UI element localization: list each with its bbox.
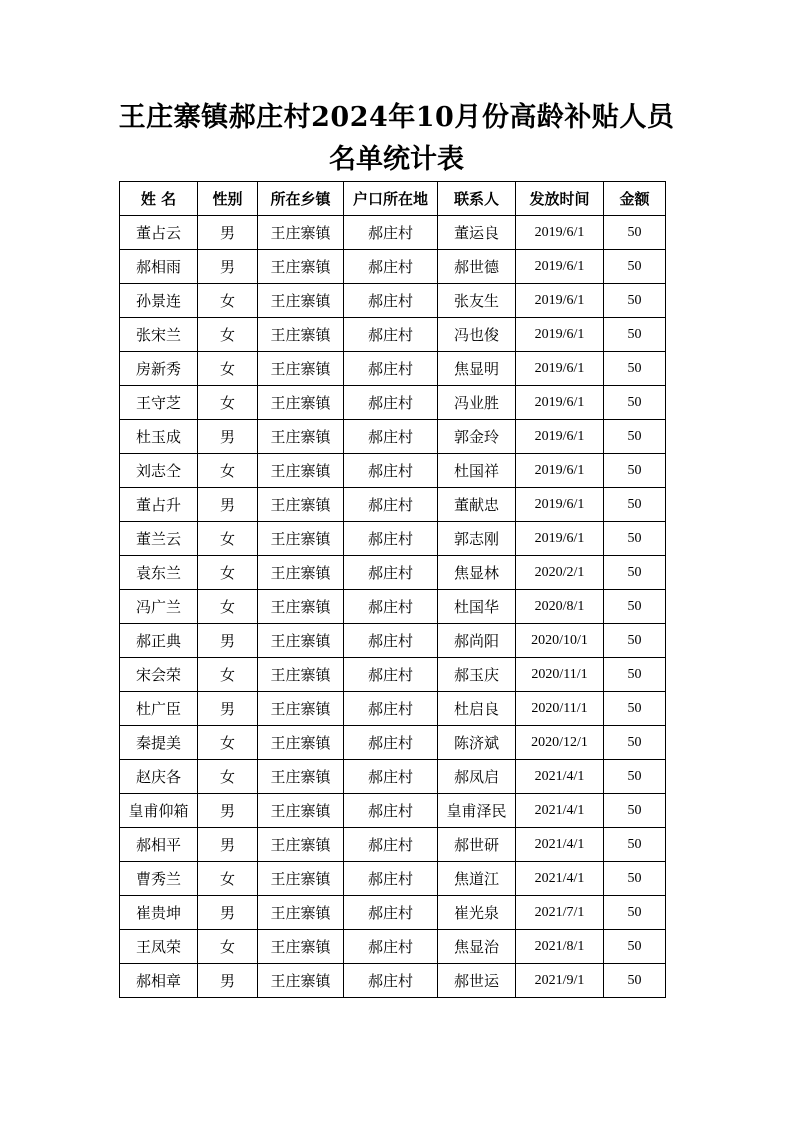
cell-hukou: 郝庄村 bbox=[344, 760, 438, 794]
cell-name: 冯广兰 bbox=[120, 590, 198, 624]
cell-hukou: 郝庄村 bbox=[344, 658, 438, 692]
header-hukou: 户口所在地 bbox=[344, 182, 438, 216]
cell-contact: 杜国华 bbox=[438, 590, 516, 624]
cell-contact: 郝凤启 bbox=[438, 760, 516, 794]
table-row bbox=[120, 284, 666, 318]
table-row bbox=[120, 794, 666, 828]
cell-township: 王庄寨镇 bbox=[258, 216, 344, 250]
table-row bbox=[120, 250, 666, 284]
cell-hukou: 郝庄村 bbox=[344, 284, 438, 318]
header-name: 姓 名 bbox=[120, 182, 198, 216]
cell-gender: 男 bbox=[198, 896, 258, 930]
cell-hukou: 郝庄村 bbox=[344, 896, 438, 930]
cell-contact: 崔光泉 bbox=[438, 896, 516, 930]
cell-hukou: 郝庄村 bbox=[344, 522, 438, 556]
cell-issue-date: 2020/8/1 bbox=[516, 590, 604, 624]
cell-contact: 杜国祥 bbox=[438, 454, 516, 488]
table-row bbox=[120, 386, 666, 420]
cell-name: 杜玉成 bbox=[120, 420, 198, 454]
cell-gender: 男 bbox=[198, 420, 258, 454]
cell-hukou: 郝庄村 bbox=[344, 624, 438, 658]
cell-issue-date: 2019/6/1 bbox=[516, 352, 604, 386]
table-row bbox=[120, 760, 666, 794]
cell-issue-date: 2019/6/1 bbox=[516, 522, 604, 556]
cell-amount: 50 bbox=[604, 692, 666, 726]
cell-contact: 张友生 bbox=[438, 284, 516, 318]
cell-gender: 女 bbox=[198, 284, 258, 318]
cell-gender: 女 bbox=[198, 352, 258, 386]
cell-contact: 郝尚阳 bbox=[438, 624, 516, 658]
cell-township: 王庄寨镇 bbox=[258, 386, 344, 420]
cell-contact: 郭金玲 bbox=[438, 420, 516, 454]
cell-gender: 男 bbox=[198, 250, 258, 284]
cell-amount: 50 bbox=[604, 624, 666, 658]
cell-township: 王庄寨镇 bbox=[258, 420, 344, 454]
cell-contact: 杜启良 bbox=[438, 692, 516, 726]
cell-issue-date: 2021/8/1 bbox=[516, 930, 604, 964]
table-row bbox=[120, 726, 666, 760]
table-row bbox=[120, 658, 666, 692]
cell-hukou: 郝庄村 bbox=[344, 318, 438, 352]
cell-amount: 50 bbox=[604, 794, 666, 828]
cell-name: 房新秀 bbox=[120, 352, 198, 386]
cell-township: 王庄寨镇 bbox=[258, 318, 344, 352]
cell-amount: 50 bbox=[604, 828, 666, 862]
table-row bbox=[120, 828, 666, 862]
table-row bbox=[120, 692, 666, 726]
header-issue-date: 发放时间 bbox=[516, 182, 604, 216]
cell-name: 郝相雨 bbox=[120, 250, 198, 284]
cell-gender: 男 bbox=[198, 794, 258, 828]
cell-contact: 冯也俊 bbox=[438, 318, 516, 352]
cell-township: 王庄寨镇 bbox=[258, 930, 344, 964]
cell-township: 王庄寨镇 bbox=[258, 760, 344, 794]
cell-township: 王庄寨镇 bbox=[258, 692, 344, 726]
table-row bbox=[120, 318, 666, 352]
cell-name: 郝相章 bbox=[120, 964, 198, 998]
cell-issue-date: 2020/10/1 bbox=[516, 624, 604, 658]
cell-issue-date: 2019/6/1 bbox=[516, 488, 604, 522]
table-row bbox=[120, 624, 666, 658]
cell-gender: 男 bbox=[198, 692, 258, 726]
table-row bbox=[120, 930, 666, 964]
cell-gender: 女 bbox=[198, 556, 258, 590]
cell-hukou: 郝庄村 bbox=[344, 590, 438, 624]
cell-gender: 男 bbox=[198, 964, 258, 998]
cell-amount: 50 bbox=[604, 896, 666, 930]
cell-amount: 50 bbox=[604, 386, 666, 420]
cell-name: 曹秀兰 bbox=[120, 862, 198, 896]
table-row bbox=[120, 454, 666, 488]
cell-gender: 女 bbox=[198, 862, 258, 896]
table-row bbox=[120, 964, 666, 998]
cell-name: 郝正典 bbox=[120, 624, 198, 658]
cell-issue-date: 2021/4/1 bbox=[516, 794, 604, 828]
cell-hukou: 郝庄村 bbox=[344, 216, 438, 250]
cell-hukou: 郝庄村 bbox=[344, 828, 438, 862]
cell-contact: 陈济斌 bbox=[438, 726, 516, 760]
cell-contact: 皇甫泽民 bbox=[438, 794, 516, 828]
cell-issue-date: 2019/6/1 bbox=[516, 420, 604, 454]
cell-amount: 50 bbox=[604, 590, 666, 624]
cell-contact: 董献忠 bbox=[438, 488, 516, 522]
cell-contact: 郝世运 bbox=[438, 964, 516, 998]
cell-amount: 50 bbox=[604, 658, 666, 692]
cell-amount: 50 bbox=[604, 216, 666, 250]
table-row bbox=[120, 420, 666, 454]
cell-name: 皇甫仰箱 bbox=[120, 794, 198, 828]
cell-township: 王庄寨镇 bbox=[258, 454, 344, 488]
page-title: 王庄寨镇郝庄村2024年10月份高龄补贴人员 bbox=[118, 102, 675, 133]
cell-contact: 焦道江 bbox=[438, 862, 516, 896]
cell-name: 董占升 bbox=[120, 488, 198, 522]
cell-amount: 50 bbox=[604, 964, 666, 998]
cell-amount: 50 bbox=[604, 930, 666, 964]
cell-hukou: 郝庄村 bbox=[344, 964, 438, 998]
cell-gender: 女 bbox=[198, 522, 258, 556]
table-row bbox=[120, 352, 666, 386]
cell-name: 董兰云 bbox=[120, 522, 198, 556]
cell-amount: 50 bbox=[604, 760, 666, 794]
cell-contact: 焦显林 bbox=[438, 556, 516, 590]
cell-township: 王庄寨镇 bbox=[258, 590, 344, 624]
cell-township: 王庄寨镇 bbox=[258, 658, 344, 692]
cell-name: 张宋兰 bbox=[120, 318, 198, 352]
header-township: 所在乡镇 bbox=[258, 182, 344, 216]
table-row bbox=[120, 216, 666, 250]
header-contact: 联系人 bbox=[438, 182, 516, 216]
table-body bbox=[120, 216, 666, 998]
cell-name: 董占云 bbox=[120, 216, 198, 250]
table-row bbox=[120, 522, 666, 556]
cell-amount: 50 bbox=[604, 556, 666, 590]
cell-gender: 女 bbox=[198, 658, 258, 692]
cell-name: 王守芝 bbox=[120, 386, 198, 420]
cell-hukou: 郝庄村 bbox=[344, 454, 438, 488]
cell-amount: 50 bbox=[604, 352, 666, 386]
cell-township: 王庄寨镇 bbox=[258, 726, 344, 760]
cell-contact: 郭志刚 bbox=[438, 522, 516, 556]
subsidy-roster-table bbox=[119, 181, 666, 998]
cell-issue-date: 2021/4/1 bbox=[516, 828, 604, 862]
cell-township: 王庄寨镇 bbox=[258, 488, 344, 522]
cell-gender: 男 bbox=[198, 624, 258, 658]
cell-name: 崔贵坤 bbox=[120, 896, 198, 930]
cell-amount: 50 bbox=[604, 284, 666, 318]
cell-issue-date: 2021/9/1 bbox=[516, 964, 604, 998]
cell-gender: 女 bbox=[198, 386, 258, 420]
cell-township: 王庄寨镇 bbox=[258, 624, 344, 658]
cell-contact: 焦显治 bbox=[438, 930, 516, 964]
cell-name: 孙景连 bbox=[120, 284, 198, 318]
table-row bbox=[120, 590, 666, 624]
cell-hukou: 郝庄村 bbox=[344, 488, 438, 522]
cell-amount: 50 bbox=[604, 862, 666, 896]
cell-contact: 董运良 bbox=[438, 216, 516, 250]
cell-township: 王庄寨镇 bbox=[258, 522, 344, 556]
cell-amount: 50 bbox=[604, 318, 666, 352]
cell-issue-date: 2021/7/1 bbox=[516, 896, 604, 930]
cell-amount: 50 bbox=[604, 250, 666, 284]
cell-gender: 女 bbox=[198, 930, 258, 964]
cell-hukou: 郝庄村 bbox=[344, 556, 438, 590]
cell-township: 王庄寨镇 bbox=[258, 862, 344, 896]
cell-contact: 郝玉庆 bbox=[438, 658, 516, 692]
cell-name: 王凤荣 bbox=[120, 930, 198, 964]
cell-name: 郝相平 bbox=[120, 828, 198, 862]
cell-hukou: 郝庄村 bbox=[344, 930, 438, 964]
cell-issue-date: 2019/6/1 bbox=[516, 216, 604, 250]
header-gender: 性别 bbox=[198, 182, 258, 216]
cell-name: 刘志仝 bbox=[120, 454, 198, 488]
table-row bbox=[120, 896, 666, 930]
cell-hukou: 郝庄村 bbox=[344, 420, 438, 454]
cell-township: 王庄寨镇 bbox=[258, 828, 344, 862]
cell-township: 王庄寨镇 bbox=[258, 896, 344, 930]
cell-hukou: 郝庄村 bbox=[344, 726, 438, 760]
table-row bbox=[120, 556, 666, 590]
cell-name: 秦提美 bbox=[120, 726, 198, 760]
cell-hukou: 郝庄村 bbox=[344, 386, 438, 420]
cell-township: 王庄寨镇 bbox=[258, 964, 344, 998]
cell-contact: 郝世德 bbox=[438, 250, 516, 284]
cell-name: 赵庆各 bbox=[120, 760, 198, 794]
cell-amount: 50 bbox=[604, 522, 666, 556]
cell-name: 杜广臣 bbox=[120, 692, 198, 726]
cell-township: 王庄寨镇 bbox=[258, 250, 344, 284]
cell-gender: 女 bbox=[198, 454, 258, 488]
cell-contact: 冯业胜 bbox=[438, 386, 516, 420]
cell-issue-date: 2021/4/1 bbox=[516, 760, 604, 794]
cell-issue-date: 2020/11/1 bbox=[516, 692, 604, 726]
cell-hukou: 郝庄村 bbox=[344, 352, 438, 386]
cell-issue-date: 2020/11/1 bbox=[516, 658, 604, 692]
cell-gender: 女 bbox=[198, 760, 258, 794]
cell-issue-date: 2021/4/1 bbox=[516, 862, 604, 896]
header-amount: 金额 bbox=[604, 182, 666, 216]
cell-hukou: 郝庄村 bbox=[344, 862, 438, 896]
cell-hukou: 郝庄村 bbox=[344, 692, 438, 726]
cell-issue-date: 2019/6/1 bbox=[516, 318, 604, 352]
cell-issue-date: 2019/6/1 bbox=[516, 386, 604, 420]
cell-township: 王庄寨镇 bbox=[258, 794, 344, 828]
cell-issue-date: 2019/6/1 bbox=[516, 284, 604, 318]
cell-township: 王庄寨镇 bbox=[258, 556, 344, 590]
cell-gender: 男 bbox=[198, 216, 258, 250]
table-row bbox=[120, 488, 666, 522]
cell-gender: 男 bbox=[198, 828, 258, 862]
cell-township: 王庄寨镇 bbox=[258, 352, 344, 386]
cell-issue-date: 2019/6/1 bbox=[516, 454, 604, 488]
cell-township: 王庄寨镇 bbox=[258, 284, 344, 318]
page-subtitle: 名单统计表 bbox=[329, 144, 464, 175]
cell-hukou: 郝庄村 bbox=[344, 794, 438, 828]
cell-amount: 50 bbox=[604, 488, 666, 522]
cell-gender: 女 bbox=[198, 726, 258, 760]
cell-name: 袁东兰 bbox=[120, 556, 198, 590]
cell-amount: 50 bbox=[604, 726, 666, 760]
cell-gender: 女 bbox=[198, 590, 258, 624]
cell-contact: 焦显明 bbox=[438, 352, 516, 386]
cell-gender: 女 bbox=[198, 318, 258, 352]
table-row bbox=[120, 862, 666, 896]
cell-issue-date: 2020/2/1 bbox=[516, 556, 604, 590]
table-header-row bbox=[120, 182, 666, 216]
cell-contact: 郝世研 bbox=[438, 828, 516, 862]
cell-hukou: 郝庄村 bbox=[344, 250, 438, 284]
cell-amount: 50 bbox=[604, 454, 666, 488]
cell-gender: 男 bbox=[198, 488, 258, 522]
cell-name: 宋会荣 bbox=[120, 658, 198, 692]
cell-issue-date: 2020/12/1 bbox=[516, 726, 604, 760]
cell-issue-date: 2019/6/1 bbox=[516, 250, 604, 284]
cell-amount: 50 bbox=[604, 420, 666, 454]
